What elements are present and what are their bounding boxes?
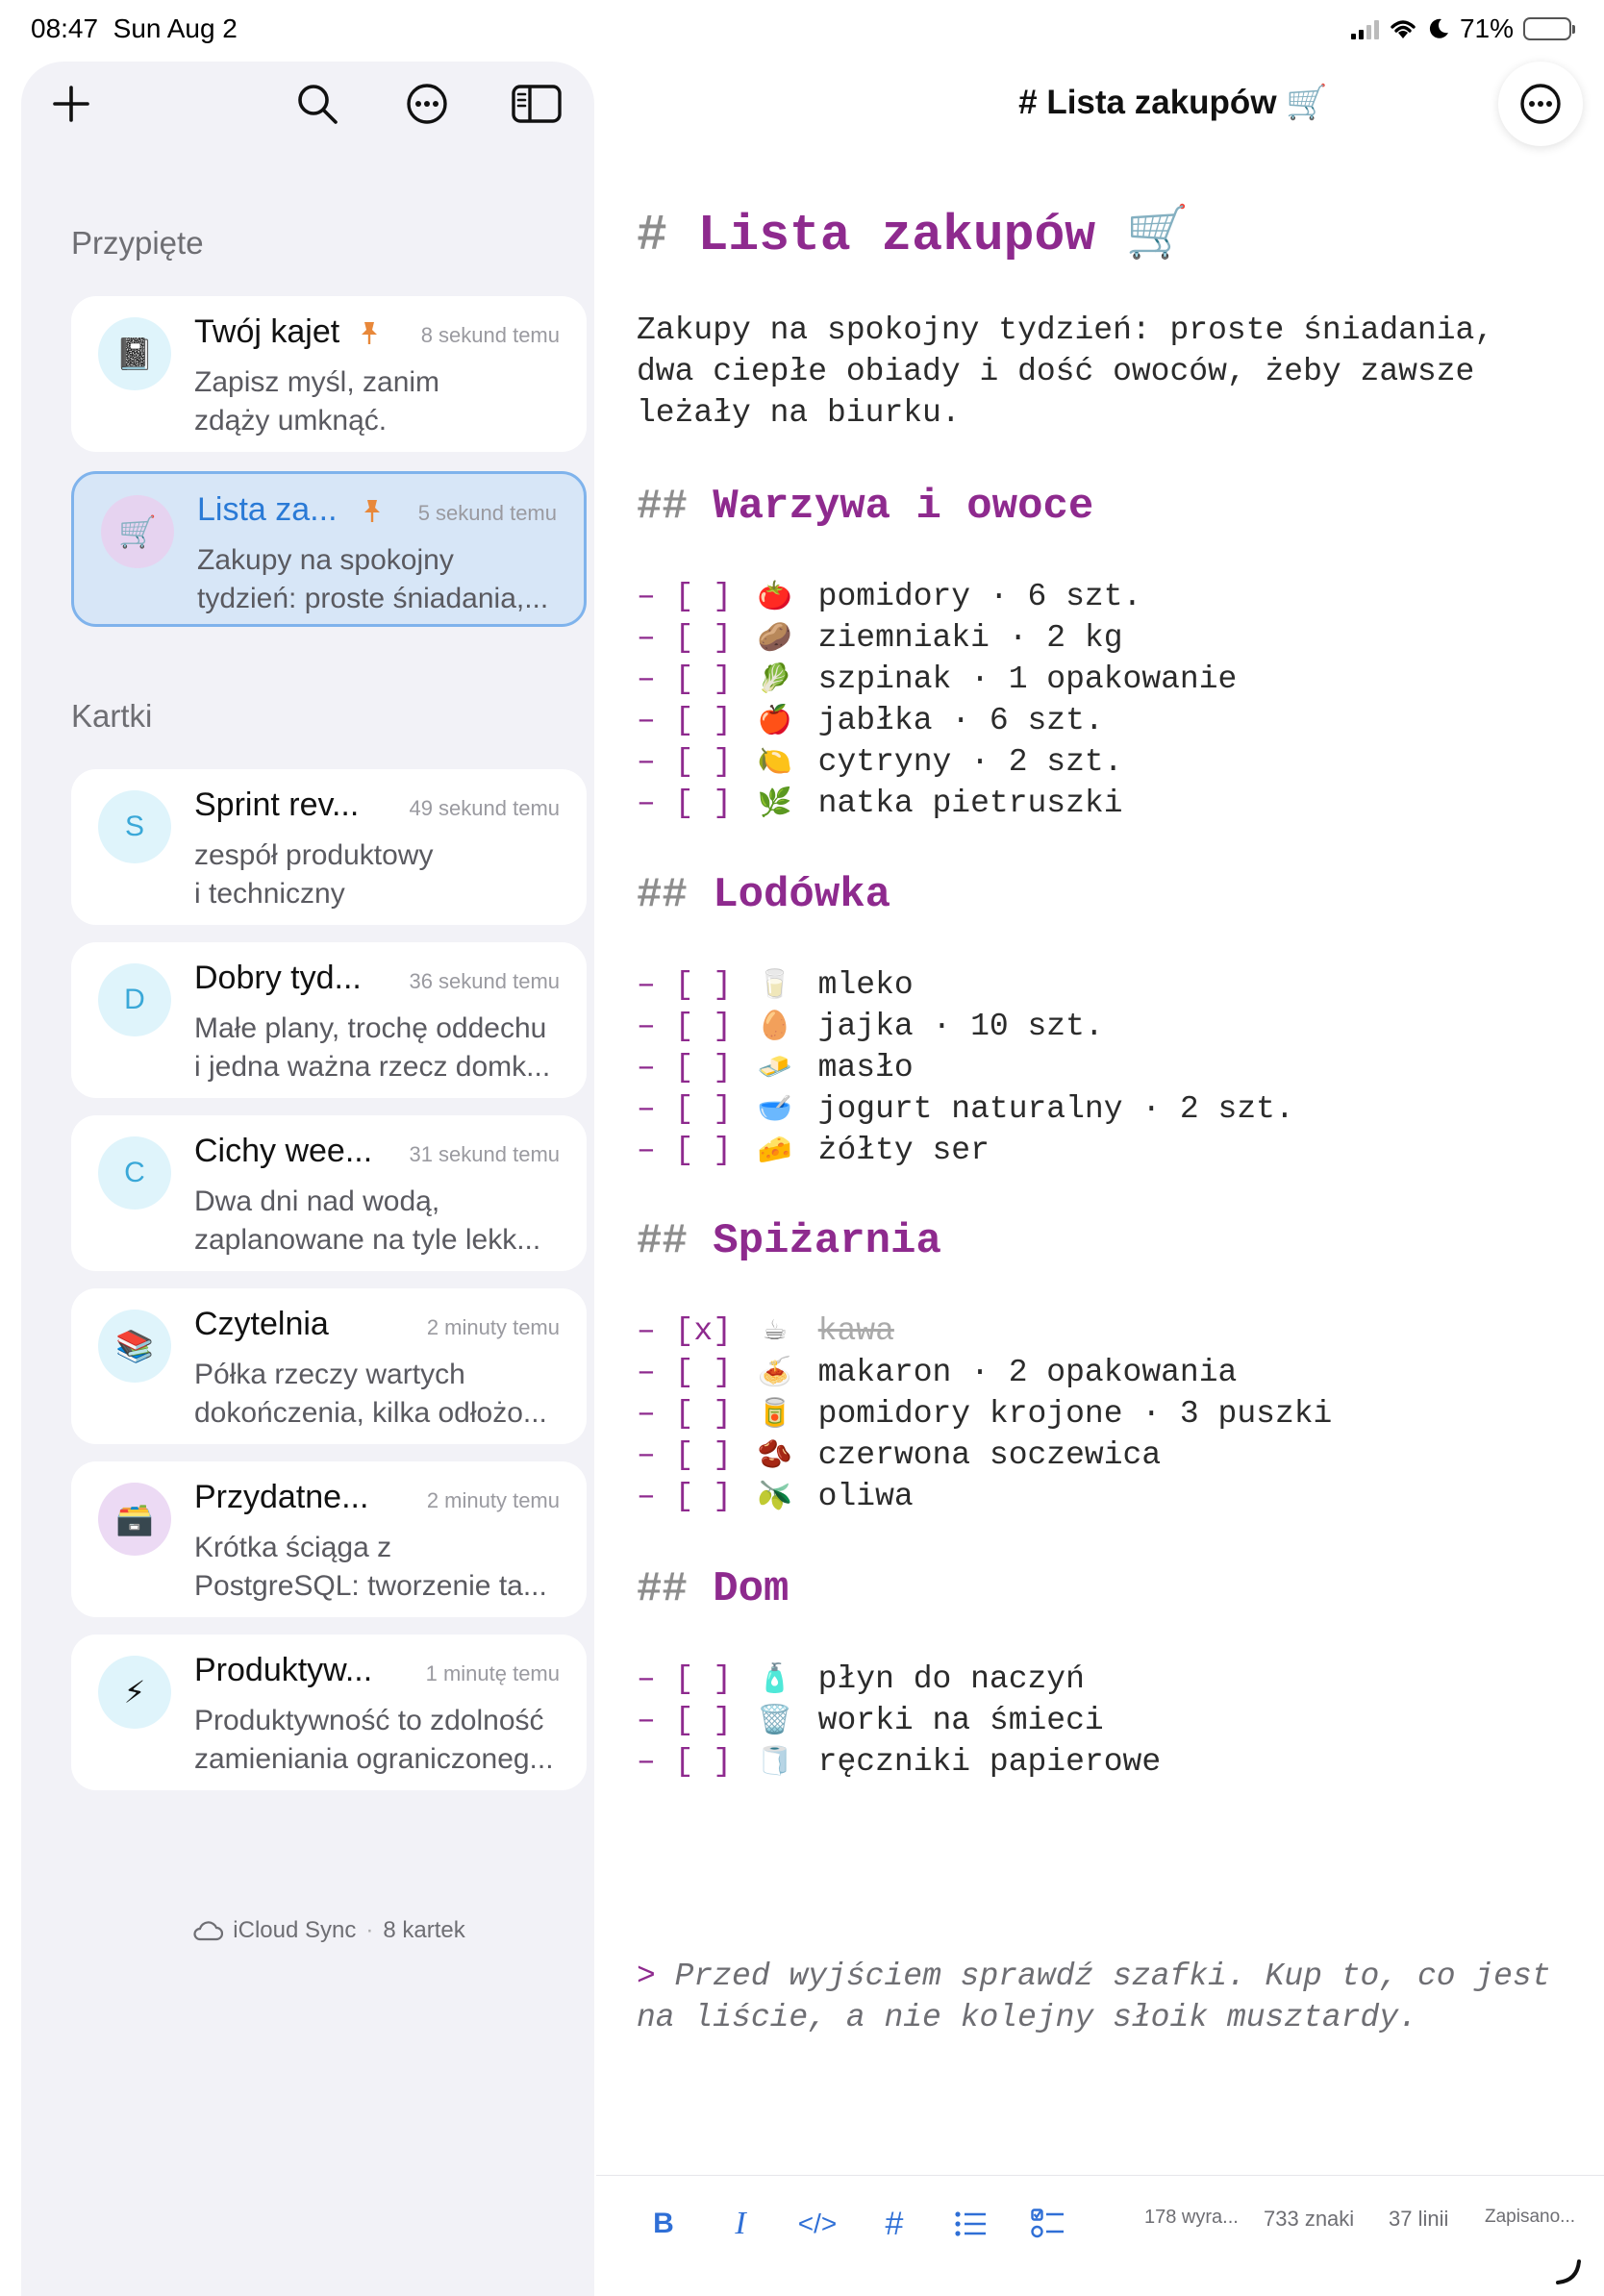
note-preview [194, 1183, 569, 1260]
checkbox-checked[interactable]: [x] [674, 1313, 733, 1349]
list-dash: – [637, 1744, 656, 1780]
item-emoji-icon: 🍝 [757, 1355, 792, 1387]
note-preview-line: zespół produktowy [194, 839, 434, 871]
list-dash: – [637, 620, 656, 656]
checklist-item[interactable] [637, 616, 1123, 658]
item-emoji-icon: 🥬 [757, 661, 792, 694]
battery-icon [1523, 17, 1571, 40]
note-card[interactable] [71, 942, 587, 1098]
document-more-button[interactable] [1498, 62, 1583, 146]
cards-section-title: Kartki [71, 698, 153, 734]
note-card[interactable] [71, 296, 587, 452]
item-text: płyn do naczyń [817, 1661, 1085, 1697]
quote-marker: > [637, 1959, 656, 1994]
checklist-item[interactable] [637, 963, 914, 1005]
heading-marker: ## [637, 1217, 688, 1265]
resize-corner-icon [1554, 2258, 1583, 2286]
item-emoji-icon: 🧀 [757, 1133, 792, 1165]
item-text: żółty ser [817, 1133, 990, 1168]
note-preview-line: i jedna ważna rzecz domk... [194, 1051, 551, 1083]
checkbox[interactable]: [ ] [674, 703, 733, 738]
note-preview-line: Półka rzeczy wartych [194, 1359, 465, 1390]
note-title: Lista za... [197, 491, 338, 528]
list-dash: – [637, 1091, 656, 1127]
checklist-button[interactable] [1021, 2197, 1075, 2251]
checkbox[interactable]: [ ] [674, 744, 733, 780]
moon-icon [1427, 17, 1450, 40]
ellipsis-circle-icon [1518, 82, 1563, 126]
note-avatar: D [98, 963, 171, 1036]
checklist-item[interactable] [637, 1129, 990, 1170]
note-card-active[interactable] [71, 471, 587, 627]
checkbox[interactable]: [ ] [674, 967, 733, 1003]
item-text: makaron · 2 opakowania [817, 1355, 1238, 1390]
item-emoji-icon: 🧴 [757, 1661, 792, 1694]
sidebar-icon [512, 84, 562, 124]
note-time: 2 minuty temu [426, 1488, 560, 1512]
new-note-button[interactable] [40, 73, 102, 135]
heading-2-text: Dom [713, 1565, 789, 1613]
item-text: cytryny · 2 szt. [817, 744, 1123, 780]
item-emoji-icon: 🌿 [757, 786, 792, 818]
item-emoji-icon: 🧻 [757, 1744, 792, 1777]
list-dash: – [637, 1396, 656, 1432]
checklist-item[interactable] [637, 782, 1123, 823]
note-preview [197, 541, 572, 618]
item-text: pomidory · 6 szt. [817, 579, 1142, 614]
note-title: Cichy wee... [194, 1133, 373, 1169]
item-text: oliwa [817, 1479, 914, 1514]
note-preview [194, 1010, 569, 1086]
paragraph-line: dwa ciepłe obiady i dość owoców, żeby zawsze [637, 354, 1475, 389]
heading-2-text: Lodówka [713, 871, 891, 919]
item-text: czerwona soczewica [817, 1437, 1162, 1473]
word-count: 178 wyra... [1144, 2207, 1239, 2228]
checklist-icon [1031, 2209, 1065, 2239]
note-preview-line: Zapisz myśl, zanim [194, 366, 440, 398]
item-text: masło [817, 1050, 914, 1086]
checklist-item[interactable] [637, 658, 1237, 699]
heading-2 [637, 871, 890, 919]
checkbox[interactable]: [ ] [674, 1661, 733, 1697]
list-dash: – [637, 1313, 656, 1349]
item-emoji-icon: 🍅 [757, 579, 792, 611]
note-card[interactable] [71, 769, 587, 925]
checkbox[interactable]: [ ] [674, 1133, 733, 1168]
note-title: Produktyw... [194, 1652, 373, 1688]
bold-button[interactable]: B [653, 2208, 674, 2239]
more-options-button[interactable] [396, 73, 458, 135]
sync-footer [21, 1917, 637, 1944]
paragraph-line: leżały na biurku. [637, 395, 961, 431]
code-button[interactable]: </> [797, 2209, 838, 2238]
heading-marker: ## [637, 871, 688, 919]
checklist-item[interactable] [637, 1046, 914, 1087]
checkbox[interactable]: [ ] [674, 579, 733, 614]
note-avatar: 📚 [98, 1310, 171, 1383]
note-preview-line: Krótka ściąga z [194, 1532, 392, 1563]
note-preview [194, 836, 569, 913]
list-dash: – [637, 1009, 656, 1044]
checklist-item[interactable] [637, 1658, 1085, 1699]
note-preview-line: zdąży umknąć. [194, 405, 388, 437]
item-emoji-icon: 🥚 [757, 1009, 792, 1041]
note-title: Twój kajet [194, 313, 340, 350]
list-icon [955, 2210, 988, 2237]
pin-icon [359, 497, 386, 524]
heading-marker: # [637, 207, 667, 264]
note-avatar: C [98, 1136, 171, 1210]
heading-button[interactable]: # [885, 2205, 904, 2242]
list-dash: – [637, 661, 656, 697]
note-time: 31 sekund temu [409, 1142, 560, 1166]
note-preview-line: i techniczny [194, 878, 345, 910]
blockquote-line [637, 1956, 1551, 1997]
sidebar [21, 62, 594, 2296]
note-time: 2 minuty temu [426, 1315, 560, 1339]
note-avatar: ⚡ [98, 1656, 171, 1729]
toggle-sidebar-button[interactable] [506, 73, 567, 135]
note-card[interactable] [71, 1115, 587, 1271]
checklist-item[interactable] [637, 1699, 1104, 1740]
paragraph-line: Zakupy na spokojny tydzień: proste śniadania, [637, 312, 1494, 348]
item-text: jajka · 10 szt. [817, 1009, 1104, 1044]
note-time: 49 sekund temu [409, 796, 560, 820]
item-text: worki na śmieci [817, 1703, 1104, 1738]
item-emoji-icon: 🍎 [757, 703, 792, 736]
checklist-item[interactable] [637, 1087, 1294, 1129]
list-dash: – [637, 1479, 656, 1514]
cellular-signal-icon [1351, 18, 1379, 39]
note-count: 8 kartek [383, 1917, 465, 1943]
note-preview-line: dokończenia, kilka odłożo... [194, 1397, 547, 1429]
pin-icon [356, 319, 383, 346]
line-count: 37 linii [1389, 2207, 1449, 2231]
list-dash: – [637, 967, 656, 1003]
note-time: 8 sekund temu [420, 323, 560, 347]
checkbox[interactable]: [ ] [674, 786, 733, 821]
checklist-item[interactable] [637, 1005, 1104, 1046]
quote-text: Przed wyjściem sprawdź szafki. Kup to, co jest [674, 1959, 1551, 1994]
item-text: kawa [817, 1313, 894, 1349]
item-text: mleko [817, 967, 914, 1003]
heading-2-text: Spiżarnia [713, 1217, 941, 1265]
heading-2-text: Warzywa i owoce [713, 483, 1094, 531]
list-dash: – [637, 703, 656, 738]
note-time: 36 sekund temu [409, 969, 560, 993]
list-dash: – [637, 1703, 656, 1738]
status-clock: 08:47 [31, 13, 99, 43]
item-text: pomidory krojone · 3 puszki [817, 1396, 1333, 1432]
note-title: Przydatne... [194, 1479, 369, 1515]
heading-1 [637, 202, 1190, 264]
checkbox[interactable]: [ ] [674, 1479, 733, 1514]
note-preview [194, 1529, 569, 1606]
item-emoji-icon: 🫒 [757, 1479, 792, 1511]
search-icon [295, 82, 339, 126]
italic-button[interactable]: I [735, 2206, 746, 2241]
char-count: 733 znaki [1264, 2207, 1355, 2231]
checklist-item[interactable] [637, 740, 1123, 782]
item-emoji-icon: 🥔 [757, 620, 792, 653]
list-dash: – [637, 1050, 656, 1086]
checkbox[interactable]: [ ] [674, 620, 733, 656]
ellipsis-circle-icon [405, 82, 449, 126]
note-card[interactable] [71, 1288, 587, 1444]
list-dash: – [637, 786, 656, 821]
heading-2 [637, 1217, 941, 1265]
format-toolbar [596, 2175, 1604, 2260]
checklist-item[interactable] [637, 699, 1104, 740]
save-status: Zapisano... [1485, 2207, 1575, 2227]
plus-icon [51, 84, 91, 124]
checkbox[interactable]: [ ] [674, 1744, 733, 1780]
search-button[interactable] [287, 73, 348, 135]
note-preview-line: Małe plany, trochę oddechu [194, 1012, 547, 1044]
status-indicators [1351, 13, 1571, 44]
note-time: 1 minutę temu [425, 1661, 560, 1685]
checkbox[interactable]: [ ] [674, 1091, 733, 1127]
item-emoji-icon: 🍋 [757, 744, 792, 777]
note-preview-line: zamieniania ograniczoneg... [194, 1743, 554, 1775]
heading-1-text: Lista zakupów 🛒 [697, 207, 1190, 264]
note-title: Czytelnia [194, 1306, 329, 1342]
note-preview-line: Dwa dni nad wodą, [194, 1185, 440, 1217]
note-card[interactable] [71, 1461, 587, 1617]
item-emoji-icon: 🧈 [757, 1050, 792, 1083]
item-emoji-icon: ☕ [762, 1313, 788, 1346]
note-preview [194, 363, 569, 440]
item-text: jabłka · 6 szt. [817, 703, 1104, 738]
heading-marker: ## [637, 1565, 688, 1613]
status-date: Sun Aug 2 [113, 13, 238, 43]
item-text: natka pietruszki [817, 786, 1123, 821]
item-emoji-icon: 🫘 [757, 1437, 792, 1470]
heading-marker: ## [637, 483, 688, 531]
note-title: Sprint rev... [194, 786, 360, 823]
checkbox[interactable]: [ ] [674, 661, 733, 697]
checklist-item[interactable] [637, 1310, 894, 1351]
note-preview-line: Zakupy na spokojny [197, 544, 454, 576]
item-emoji-icon: 🥣 [757, 1091, 792, 1124]
note-preview-line: zaplanowane na tyle lekk... [194, 1224, 541, 1256]
note-avatar: S [98, 790, 171, 863]
note-avatar: 🗃️ [98, 1483, 171, 1556]
note-card[interactable] [71, 1635, 587, 1790]
list-dash: – [637, 579, 656, 614]
heading-2 [637, 1565, 789, 1613]
list-dash: – [637, 1661, 656, 1697]
checkbox[interactable]: [ ] [674, 1396, 733, 1432]
item-emoji-icon: 🥫 [757, 1396, 792, 1429]
checklist-item[interactable] [637, 1434, 1161, 1475]
note-time: 5 sekund temu [417, 501, 557, 525]
note-preview [194, 1356, 569, 1433]
note-preview [194, 1702, 569, 1779]
cloud-icon [192, 1920, 223, 1941]
item-emoji-icon: 🗑️ [757, 1703, 792, 1735]
item-text: ręczniki papierowe [817, 1744, 1162, 1780]
item-emoji-icon: 🥛 [757, 967, 792, 1000]
list-dash: – [637, 744, 656, 780]
item-text: jogurt naturalny · 2 szt. [817, 1091, 1294, 1127]
note-avatar: 🛒 [101, 495, 174, 568]
checklist-item[interactable] [637, 575, 1141, 616]
item-text: ziemniaki · 2 kg [817, 620, 1123, 656]
note-preview-line: tydzień: proste śniadania,... [197, 583, 549, 614]
bullet-list-button[interactable] [944, 2197, 998, 2251]
document-title: # Lista zakupów 🛒 [1018, 84, 1328, 121]
checkbox[interactable]: [ ] [674, 1050, 733, 1086]
blockquote-line [637, 1997, 1417, 2038]
wifi-icon [1389, 17, 1417, 40]
checkbox[interactable]: [ ] [674, 1355, 733, 1390]
checklist-item[interactable] [637, 1740, 1161, 1782]
note-preview-line: PostgreSQL: tworzenie ta... [194, 1570, 547, 1602]
checkbox[interactable]: [ ] [674, 1437, 733, 1473]
quote-text: na liście, a nie kolejny słoik musztardy. [637, 2000, 1417, 2035]
pinned-section-title: Przypięte [71, 225, 204, 261]
note-preview-line: Produktywność to zdolność [194, 1705, 544, 1736]
battery-percentage: 71% [1459, 13, 1514, 43]
list-dash: – [637, 1133, 656, 1168]
item-text: szpinak · 1 opakowanie [817, 661, 1238, 697]
checklist-item[interactable] [637, 1392, 1332, 1434]
sync-label: iCloud Sync [233, 1917, 357, 1943]
list-dash: – [637, 1355, 656, 1390]
list-dash: – [637, 1437, 656, 1473]
checklist-item[interactable] [637, 1475, 914, 1516]
checkbox[interactable]: [ ] [674, 1703, 733, 1738]
sync-separator: · [365, 1917, 374, 1943]
heading-2 [637, 483, 1093, 531]
note-title: Dobry tyd... [194, 960, 362, 996]
note-avatar: 📓 [98, 317, 171, 390]
checklist-item[interactable] [637, 1351, 1237, 1392]
status-time [31, 13, 238, 44]
checkbox[interactable]: [ ] [674, 1009, 733, 1044]
